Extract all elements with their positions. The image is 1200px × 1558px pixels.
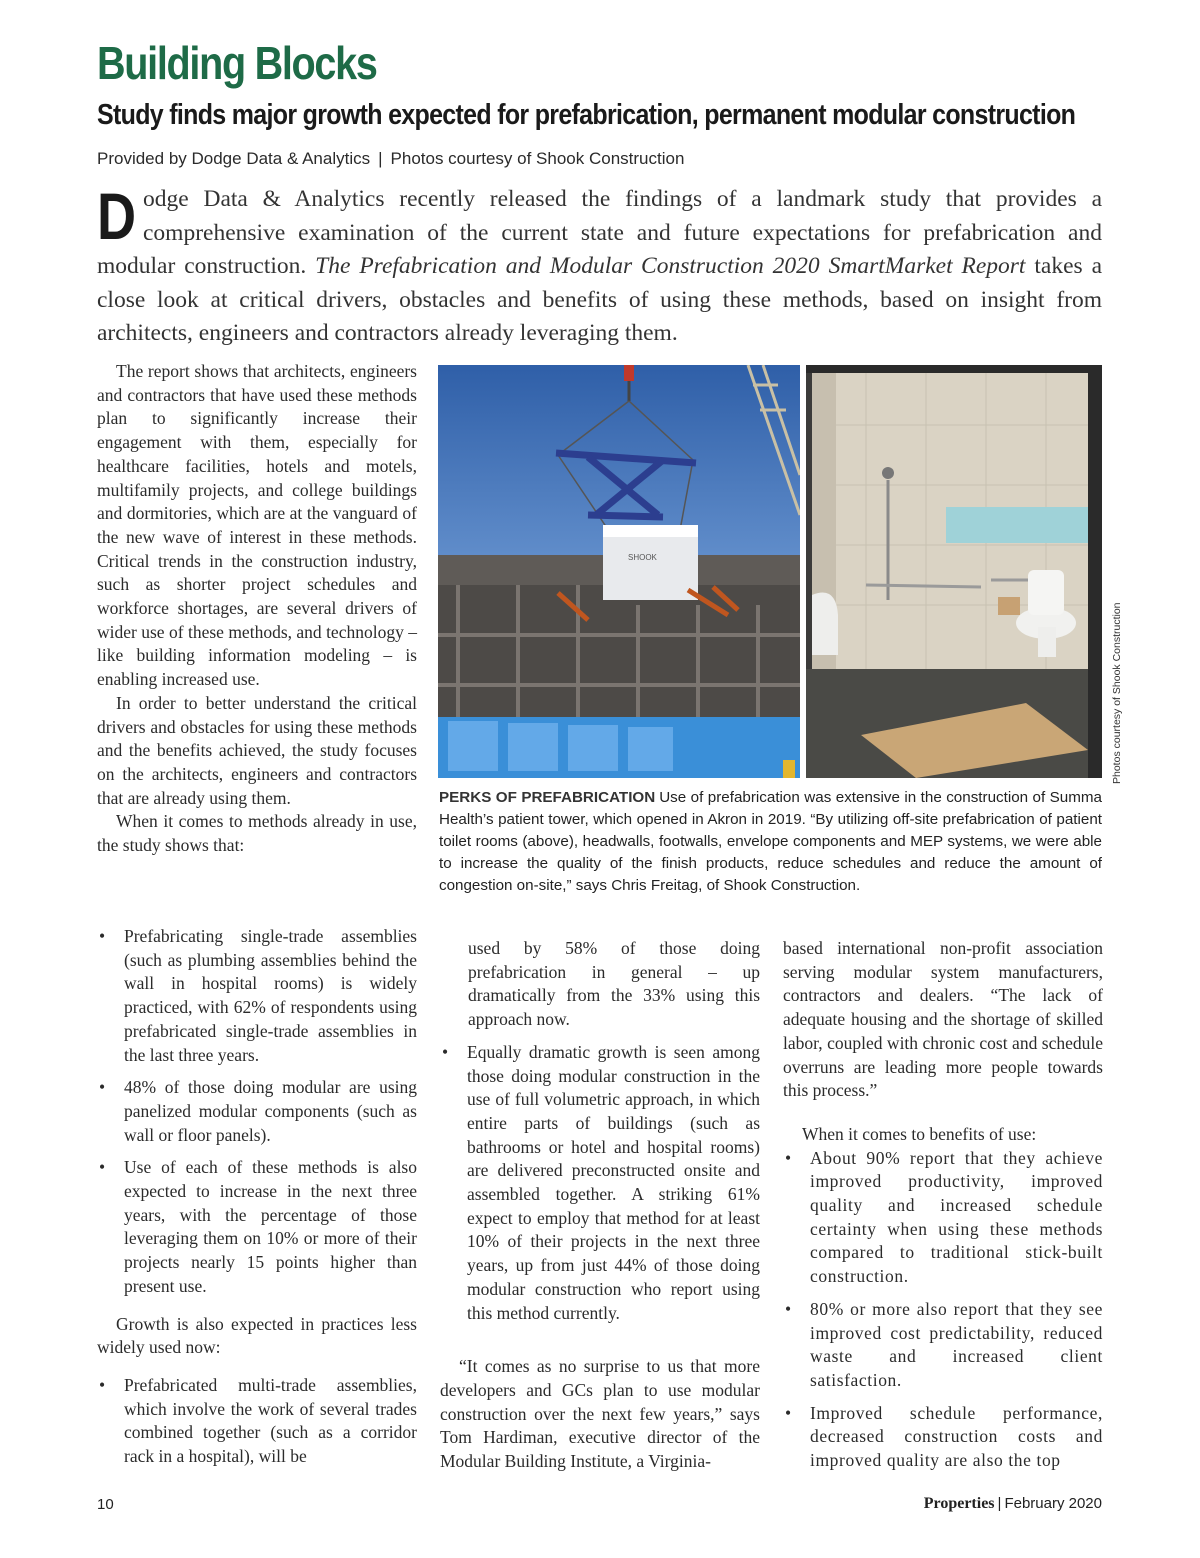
photo-credit: Photos courtesy of Shook Construction	[1111, 602, 1123, 784]
intro-text-b: takes a close look at critical drivers, obstacles and benefits of using these methods, based on insight from architects, engineers and contractors already leveraging them.	[97, 253, 1102, 346]
list-item: • About 90% report that they achieve improved productivity, improved quality and increased schedule certainty when using these methods compared to traditional stick-built construction.	[783, 1147, 1103, 1289]
body-paragraph: When it comes to benefits of use:	[802, 1123, 1037, 1144]
bullet-list	[97, 925, 417, 1299]
body-paragraph: In order to better understand the critical drivers and obstacles for using these methods and the benefits achieved, the study focuses on the architects, engineers and contractors that are already using them.	[97, 692, 417, 808]
footer-separator: |	[997, 1495, 1002, 1512]
photos-by: Photos courtesy of Shook Construction	[390, 149, 685, 168]
photo-prefab-bathroom	[806, 365, 1102, 778]
page-number: 10	[97, 1496, 114, 1513]
column-2	[440, 937, 760, 1474]
bullet-list	[97, 1374, 417, 1469]
list-item: • 48% of those doing modular are using panelized modular components (such as wall or floor panels).	[97, 1076, 417, 1147]
byline	[97, 149, 684, 169]
intro-paragraph	[97, 179, 1102, 351]
list-item: • Equally dramatic growth is seen among those doing modular construction in the use of full volumetric approach, in which entire parts of buildings (such as bathrooms or hotel and hospital rooms) are delivered preconstructed onsite and assembled together. A striking 61% expect to employ that method for at least 10% of their projects in the next three years, up from just 44% of those doing modular construction who report using this method currently.	[440, 1041, 760, 1325]
issue-date: February 2020	[1004, 1495, 1102, 1512]
caption-lead: PERKS OF PREFABRICATION	[439, 789, 656, 806]
article-subtitle: Study finds major growth expected for prefabrication, permanent modular construction	[97, 99, 1076, 131]
crane-lift-illustration	[438, 365, 800, 778]
column-1-top	[97, 360, 417, 858]
body-paragraph: The report shows that architects, engineers and contractors that have used these methods plan to significantly increase their engagement with them, especially for healthcare facilities, hotels and motels, multifamily projects, and college buildings and dormitories, which are at the vanguard of the new wave of interest in these methods. Critical trends in the construction industry, such as shorter project schedules and workforce shortages, are several drivers of wider use of these methods, and technology – like building information modeling – is enabling increased use.	[97, 361, 417, 690]
list-item: • Prefabricating single-trade assemblies (such as plumbing assemblies behind the wall in hospital rooms) is widely practiced, with 62% of respondents using prefabricated single-trade assemblies in the last three years.	[97, 925, 417, 1067]
provided-by: Provided by Dodge Data & Analytics	[97, 149, 371, 168]
list-item: • Use of each of these methods is also expected to increase in the next three years, with the percentage of those leveraging them on 10% or more of their projects nearly 15 points higher than present use.	[97, 1156, 417, 1298]
list-item: • Prefabricated multi-trade assemblies, which involve the work of several trades combined together (such as a corridor rack in a hospital), will be	[97, 1374, 417, 1469]
body-paragraph: based international non-profit association serving modular system manufacturers, contractors and dealers. “The lack of adequate housing and the shortage of skilled labor, coupled with chronic cost and schedule overruns are leading more people towards this process.”	[783, 938, 1103, 1101]
intro-text-a: odge Data & Analytics recently released the findings of a landmark study that provides a comprehensive examination of the current state and future expectations for prefabrication and modular construction.	[97, 186, 1102, 279]
photo-module-crane-lift	[438, 365, 800, 778]
list-item: • Improved schedule performance, decreased construction costs and improved quality are also the top	[783, 1402, 1103, 1473]
byline-separator: |	[378, 149, 383, 168]
body-paragraph: Growth is also expected in practices less widely used now:	[97, 1313, 417, 1358]
body-paragraph: used by 58% of those doing prefabrication in general – up dramatically from the 33% using this approach now.	[468, 938, 760, 1030]
publication-name: Properties	[923, 1495, 995, 1512]
article-title: Building Blocks	[97, 37, 377, 89]
drop-cap: D	[97, 179, 137, 253]
quote-paragraph: “It comes as no surprise to us that more developers and GCs plan to use modular construction over the next few years,” says Tom Hardiman, executive director of the Modular Building Institute, a Virginia-	[440, 1356, 760, 1472]
column-3	[783, 937, 1103, 1482]
bullet-list	[440, 1041, 760, 1325]
report-title: The Prefabrication and Modular Construction 2020 SmartMarket Report	[315, 253, 1026, 279]
body-paragraph: When it comes to methods already in use, the study shows that:	[97, 811, 417, 856]
photo-caption	[439, 787, 1102, 897]
bathroom-pod-illustration	[806, 365, 1102, 778]
publication-footer	[922, 1495, 1102, 1513]
crate-label: SHOOK	[628, 553, 657, 562]
caption-text: Use of prefabrication was extensive in the construction of Summa Health’s patient tower, which opened in Akron in 2019. “By utilizing off-site prefabrication of patient toilet rooms (above), headwalls, footwalls, envelope components and MEP systems, we were able to increase the quality of the finish products, reduce schedules and reduce the amount of congestion on-site,” says Chris Freitag, of Shook Construction.	[439, 789, 1103, 894]
column-1-bottom	[97, 925, 417, 1478]
bullet-list	[783, 1147, 1103, 1473]
list-item: • 80% or more also report that they see improved cost predictability, reduced waste and increased client satisfaction.	[783, 1298, 1103, 1393]
